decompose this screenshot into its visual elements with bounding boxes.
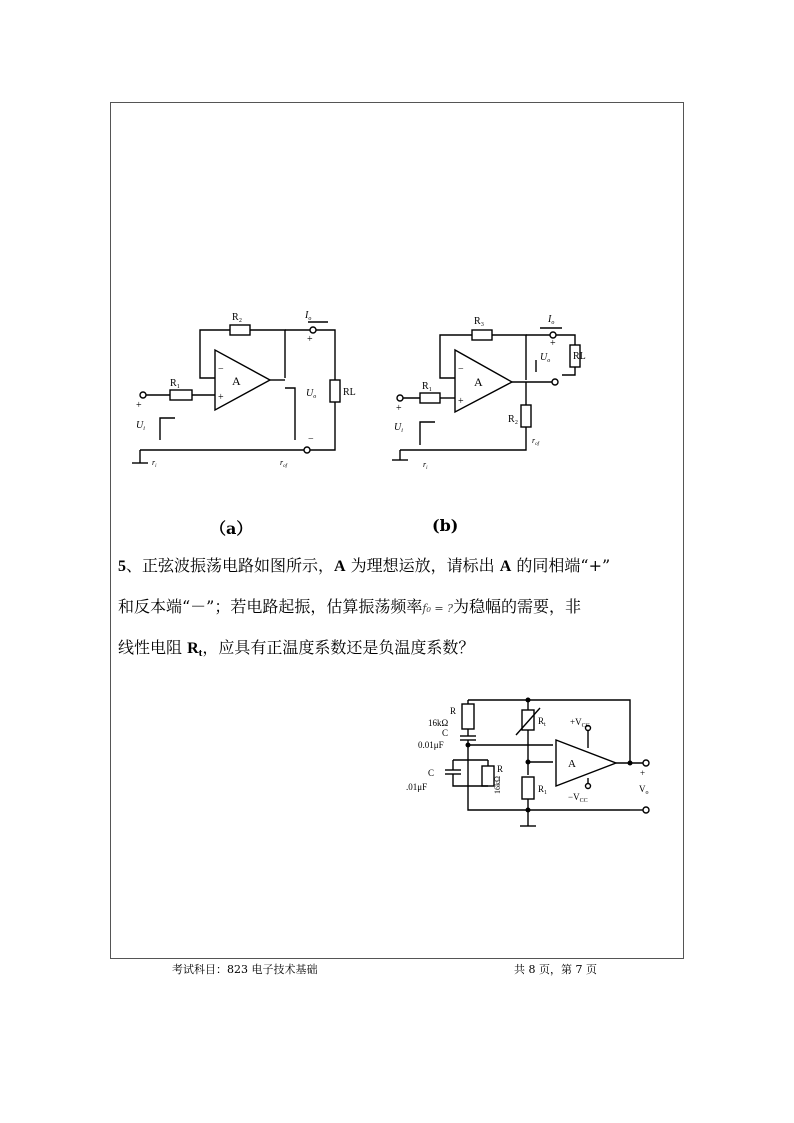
question-line-3: 线性电阻 Rt，应具有正温度系数还是负温度系数？ <box>118 638 475 659</box>
a-out-minus: − <box>308 434 314 445</box>
b-plus-input: + <box>458 396 464 407</box>
oscillator-circuit <box>398 690 668 830</box>
a-opamp-label: A <box>232 374 241 388</box>
figure-b-caption: (b) <box>432 516 459 535</box>
osc-r-top-label: R <box>450 706 457 716</box>
a-rl-label: RL <box>343 387 356 398</box>
a-r2-label: R₂ <box>232 312 243 323</box>
b-rof-label: $r_{of}$ <box>532 436 540 447</box>
osc-c-top-label: C <box>442 728 449 738</box>
a-out-plus: + <box>307 334 313 345</box>
b-r1-label: R₁ <box>422 381 433 392</box>
osc-out-plus: + <box>640 768 646 778</box>
f0-formula: f₀ = ? <box>422 602 453 615</box>
osc-rt-label: $R_t$ <box>538 716 546 728</box>
b-ui-label: $U_i$ <box>394 422 403 434</box>
osc-r-bot-label: R <box>497 764 504 774</box>
question-line-1: 5、正弦波振荡电路如图所示，A 为理想运放，请标出 A 的同相端“+” <box>118 556 611 575</box>
osc-c-bot-label: C <box>428 768 435 778</box>
a-r1-label: R₁ <box>170 378 181 389</box>
b-r3-label: R₃ <box>474 316 485 327</box>
b-rl-label: RL <box>573 351 586 362</box>
b-in-plus: + <box>396 403 402 414</box>
b-out-plus: + <box>550 338 556 349</box>
a-io-label: $I_o$ <box>305 310 312 322</box>
a-plus-input: + <box>218 392 224 403</box>
a-minus-input: − <box>218 364 224 375</box>
b-minus-input: − <box>458 364 464 375</box>
a-ui-label: $U_i$ <box>136 420 145 432</box>
a-rof-label: $r_{of}$ <box>280 458 288 469</box>
osc-c-bot-value: .01μF <box>406 782 428 792</box>
a-uo-label: $U_o$ <box>306 388 317 400</box>
osc-vcc-pos: $+V_{CC}$ <box>570 717 590 729</box>
osc-c-top-value: 0.01μF <box>418 740 444 750</box>
osc-r-bot-value: 16kΩ <box>493 776 502 794</box>
question-line-2: 和反本端“－”；若电路起振，估算振荡频率f₀ = ?为稳幅的需要，非 <box>118 597 581 616</box>
figure-a-caption: （a） <box>210 519 253 538</box>
osc-r1-label: $R_1$ <box>538 784 548 796</box>
osc-vcc-neg: $-V_{CC}$ <box>568 792 588 804</box>
osc-vo-label: $V_o$ <box>639 784 649 796</box>
a-in-plus: + <box>136 400 142 411</box>
b-io-label: $I_o$ <box>548 314 555 326</box>
osc-r-top-value: 16kΩ <box>428 718 449 728</box>
b-ri-label: $r_i$ <box>423 460 428 471</box>
b-r2-label: R₂ <box>508 414 519 425</box>
footer-page-number: 共 8 页，第 7 页 <box>514 963 597 976</box>
circuit-diagram-a <box>130 300 360 500</box>
osc-opamp-label: A <box>568 758 576 770</box>
a-ri-label: $r_i$ <box>152 458 157 469</box>
footer-subject: 考试科目：823 电子技术基础 <box>172 963 318 976</box>
answer-frame <box>110 102 684 959</box>
b-opamp-label: A <box>474 375 483 389</box>
b-uo-label: $U_o$ <box>540 352 551 364</box>
circuit-diagram-b <box>390 300 600 500</box>
